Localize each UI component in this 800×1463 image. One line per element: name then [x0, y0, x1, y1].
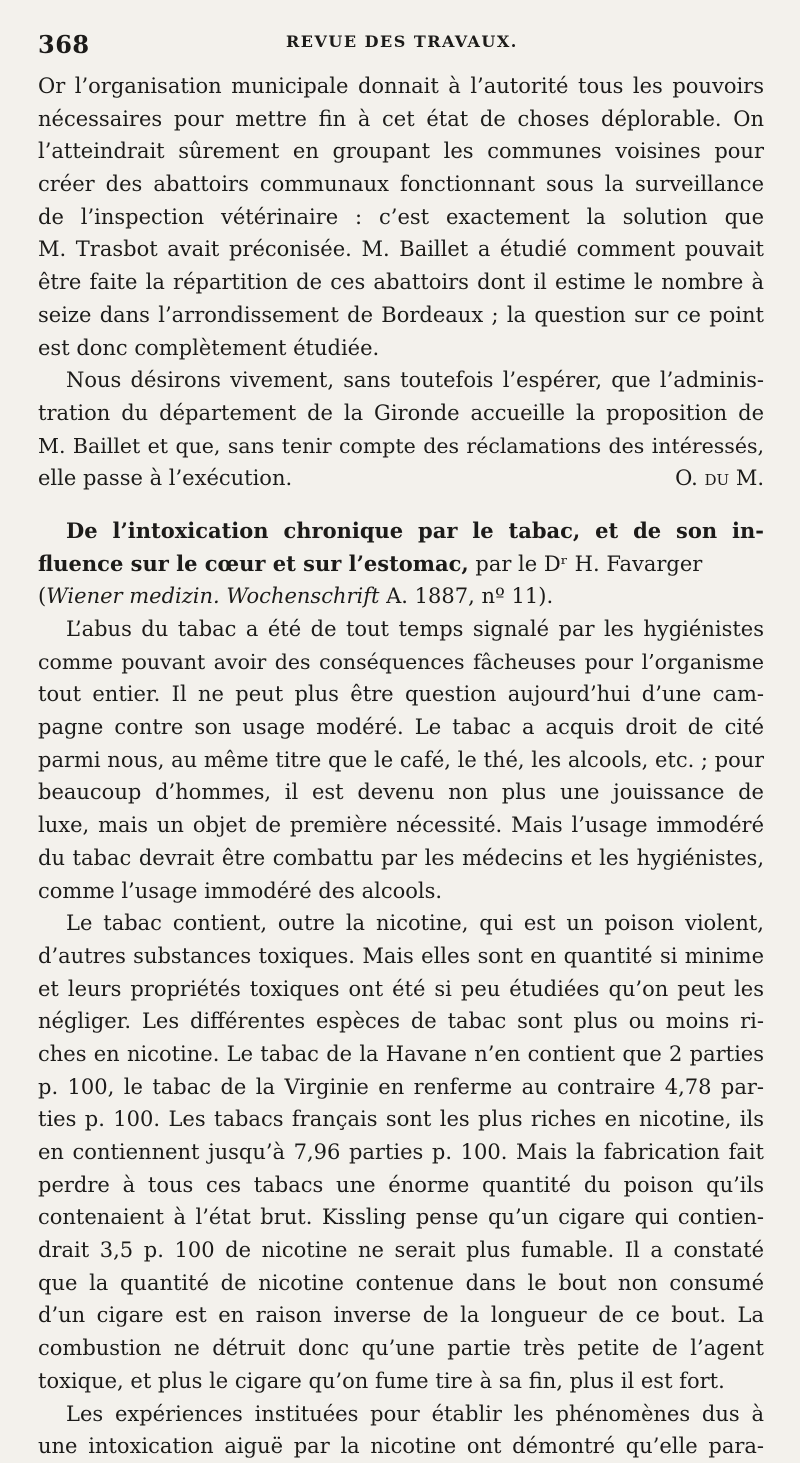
- text-line: comme l’usage immodéré des alcools.: [38, 878, 443, 903]
- article-title: De l’intoxication chronique par le tabac, et de son in-: [66, 517, 764, 543]
- text-line: L’abus du tabac a été de tout temps signalé par les hygiénistes: [66, 617, 764, 641]
- text-line: Or l’organisation municipale donnait à l’autorité tous les pouvoirs: [38, 74, 764, 98]
- source-ref: A. 1887, nº 11).: [379, 584, 554, 609]
- paragraph-municipal: [38, 70, 764, 364]
- source-open: (: [38, 584, 47, 609]
- text-line: comme pouvant avoir des conséquences fâcheuses pour l’organisme: [38, 649, 764, 674]
- text-line: d’un cigare est en raison inverse de la longueur de ce bout. La: [38, 1303, 764, 1328]
- section-gap: [38, 495, 764, 515]
- page: [38, 26, 764, 1463]
- paragraph-experiences: [38, 1398, 764, 1463]
- source-journal: Wiener medizin. Wochenschrift: [46, 584, 380, 609]
- text-line: contenaient à l’état brut. Kissling pense qu’un cigare qui contien-: [38, 1205, 764, 1230]
- article-title-bold: fluence sur le cœur et sur l’estomac,: [38, 550, 469, 576]
- article-author: par le Dʳ H. Favarger: [468, 551, 703, 576]
- text-line: une intoxication aiguë par la nicotine ont démontré qu’elle para-: [38, 1434, 764, 1459]
- text-line: tration du département de la Gironde accueille la proposition de: [38, 400, 764, 425]
- text-line: pagne contre son usage modéré. Le tabac a acquis droit de cité: [38, 715, 764, 740]
- text-line: M. Baillet et que, sans tenir compte des réclamations des intéressés,: [38, 433, 764, 458]
- text-line: être faite la répartition de ces abattoirs dont il estime le nombre à: [38, 270, 764, 295]
- text-line: est donc complètement étudiée.: [38, 335, 380, 360]
- text-line: Nous désirons vivement, sans toutefois l’espérer, que l’adminis-: [66, 368, 764, 393]
- text-line: parmi nous, au même titre que le café, le thé, les alcools, etc. ; pour: [38, 747, 764, 772]
- text-line: M. Trasbot avait préconisée. M. Baillet a étudié comment pouvait: [38, 237, 764, 262]
- text-line: tout entier. Il ne peut plus être question aujourd’hui d’une cam-: [38, 682, 764, 707]
- text-line: combustion ne détruit donc qu’une partie très petite de l’agent: [38, 1336, 764, 1361]
- paragraph-abus: [38, 613, 764, 907]
- text-line: elle passe à l’exécution.: [38, 466, 293, 491]
- text-line: d’autres substances toxiques. Mais elles sont en quantité si minime: [38, 943, 764, 968]
- signature: O. du M.: [675, 466, 764, 491]
- text-line: seize dans l’arrondissement de Bordeaux ; la question sur ce point: [38, 302, 764, 327]
- text-line: nécessaires pour mettre fin à cet état de choses déplorable. On: [38, 106, 764, 131]
- text-line: beaucoup d’hommes, il est devenu non plus une jouissance de: [38, 780, 764, 805]
- text-line: l’atteindrait sûrement en groupant les communes voisines pour: [38, 139, 764, 164]
- article-title-cont: [38, 548, 764, 581]
- running-title: REVUE DES TRAVAUX.: [286, 32, 518, 51]
- text-line: ches en nicotine. Le tabac de la Havane n’en contient que 2 parties: [38, 1041, 764, 1066]
- text-line: Le tabac contient, outre la nicotine, qui est un poison violent,: [66, 911, 764, 936]
- text-line: du tabac devrait être combattu par les médecins et les hygiénistes,: [38, 845, 764, 870]
- text-line: négliger. Les différentes espèces de tabac sont plus ou moins ri-: [38, 1009, 764, 1034]
- signature-line: [38, 462, 764, 495]
- text-line: Les expériences instituées pour établir les phénomènes dus à: [66, 1401, 764, 1426]
- text-line: luxe, mais un objet de première nécessité. Mais l’usage immodéré: [38, 813, 764, 838]
- text-line: drait 3,5 p. 100 de nicotine ne serait plus fumable. Il a constaté: [38, 1238, 764, 1263]
- text-line: ties p. 100. Les tabacs français sont les plus riches en nicotine, ils: [38, 1107, 764, 1132]
- text-line: p. 100, le tabac de la Virginie en renferme au contraire 4,78 par-: [38, 1074, 764, 1099]
- article-heading: [38, 515, 764, 613]
- page-number: 368: [38, 30, 90, 59]
- text-line: toxique, et plus le cigare qu’on fume tire à sa fin, plus il est fort.: [38, 1368, 725, 1393]
- text-line: créer des abattoirs communaux fonctionnant sous la surveillance: [38, 172, 764, 197]
- text-line: en contiennent jusqu’à 7,96 parties p. 100. Mais la fabrication fait: [38, 1140, 764, 1164]
- text-line: de l’inspection vétérinaire : c’est exactement la solution que: [38, 204, 764, 229]
- paragraph-gironde: [38, 364, 764, 495]
- text-line: que la quantité de nicotine contenue dans le bout non consumé: [38, 1270, 764, 1295]
- article-source: [38, 580, 764, 613]
- paragraph-nicotine: [38, 907, 764, 1397]
- text-line: perdre à tous ces tabacs une énorme quantité du poison qu’ils: [38, 1172, 764, 1197]
- text-line: et leurs propriétés toxiques ont été si peu étudiées qu’on peut les: [38, 976, 764, 1001]
- running-head: [38, 26, 764, 70]
